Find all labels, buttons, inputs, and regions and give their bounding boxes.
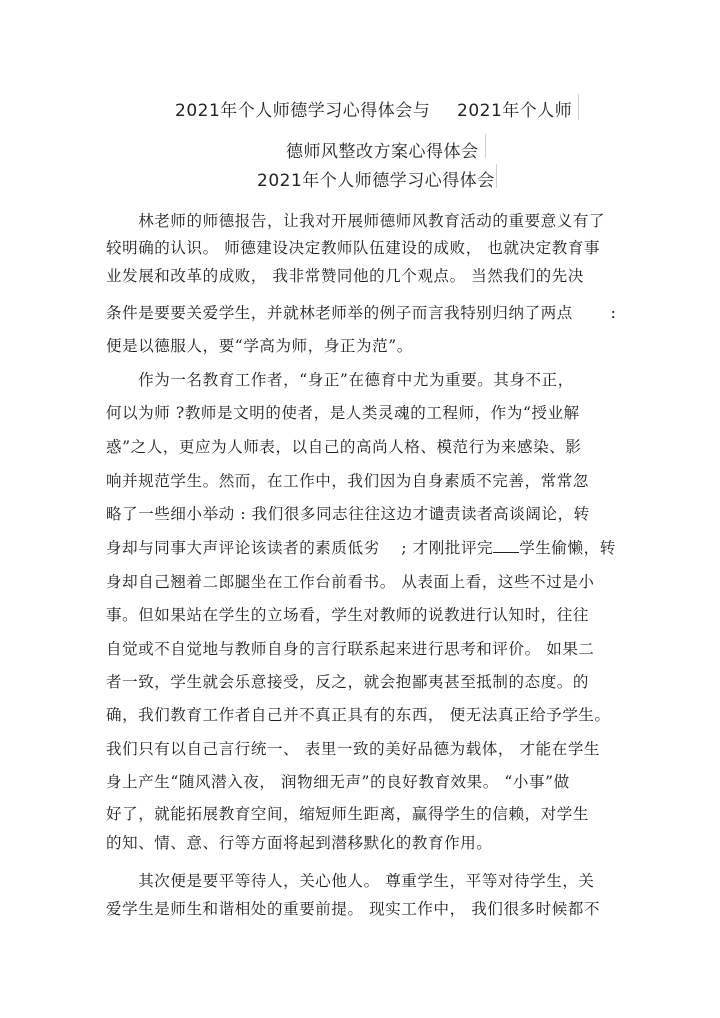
body-line: 好了，就能拓展教育空间，缩短师生距离，赢得学生的信赖，对学生 bbox=[106, 805, 590, 823]
body-line: 林老师的师德报告，让我对开展师德师风教育活动的重要意义有了 bbox=[106, 212, 606, 230]
body-line: 自觉或不自觉地与教师自身的言行联系起来进行思考和评价。 如果二 bbox=[106, 640, 595, 658]
body-line: 条件是要要关爱学生，并就林老师举的例子而言我特别归纳了两点 : bbox=[106, 304, 617, 322]
body-text-segment: 身却与同事大声评论该读者的素质低劣 ; 才刚批评完 bbox=[106, 539, 494, 557]
body-line: 爱学生是师生和谐相处的重要前提。 现实工作中， 我们很多时候都不 bbox=[106, 900, 601, 918]
body-line: 响并规范学生。然而，在工作中，我们因为自身素质不完善，常常忽 bbox=[106, 472, 590, 490]
title-line-1-right: 2021年个人师 bbox=[457, 101, 573, 121]
body-line: 略了一些细小举动 : 我们很多同志往往这边才谴责读者高谈阔论，转 bbox=[106, 505, 590, 523]
body-line: 便是以德服人，要“学高为师，身正为范”。 bbox=[106, 337, 413, 355]
body-line: 确，我们教育工作者自己并不真正具有的东西， 便无法真正给予学生。 bbox=[106, 706, 611, 724]
body-text-segment: 学生偷懒，转 bbox=[519, 539, 616, 557]
body-line: 作为一名教育工作者，“身正”在德育中尤为重要。其身不正， bbox=[106, 371, 574, 389]
title-rule-2 bbox=[485, 134, 486, 158]
body-line: 惑”之人，更应为人师表，以自己的高尚人格、模范行为来感染、影 bbox=[106, 438, 582, 456]
title-rule-3 bbox=[496, 164, 497, 188]
title-line-3: 2021年个人师德学习心得体会 bbox=[257, 171, 495, 191]
body-line: 我们只有以自己言行统一、 表里一致的美好品德为载体， 才能在学生 bbox=[106, 740, 601, 758]
body-line: 的知、情、意、行等方面将起到潜移默化的教育作用。 bbox=[106, 834, 493, 852]
body-line-with-blank bbox=[106, 538, 616, 558]
body-line: 者一致，学生就会乐意接受，反之，就会抱鄙夷甚至抵制的态度。的 bbox=[106, 673, 590, 691]
fill-in-blank bbox=[493, 538, 519, 553]
title-line-2: 德师风整改方案心得体会 bbox=[286, 142, 479, 162]
body-line: 其次便是要平等待人，关心他人。 尊重学生，平等对待学生，关 bbox=[106, 872, 595, 890]
title-line-1-left: 2021年个人师德学习心得体会与 bbox=[175, 101, 431, 121]
body-line: 何以为师 ?教师是文明的使者，是人类灵魂的工程师，作为“授业解 bbox=[106, 404, 580, 422]
title-rule-1 bbox=[578, 94, 579, 120]
body-line: 较明确的认识。 师德建设决定教师队伍建设的成败， 也就决定教育事 bbox=[106, 239, 601, 257]
body-line: 事。但如果站在学生的立场看，学生对教师的说教进行认知时，往往 bbox=[106, 606, 590, 624]
body-line: 身上产生“随风潜入夜， 润物细无声”的良好教育效果。 “小事”做 bbox=[106, 773, 570, 791]
body-line: 业发展和改革的成败， 我非常赞同他的几个观点。 当然我们的先决 bbox=[106, 267, 584, 285]
body-line: 身却自己翘着二郎腿坐在工作台前看书。 从表面上看，这些不过是小 bbox=[106, 573, 595, 591]
